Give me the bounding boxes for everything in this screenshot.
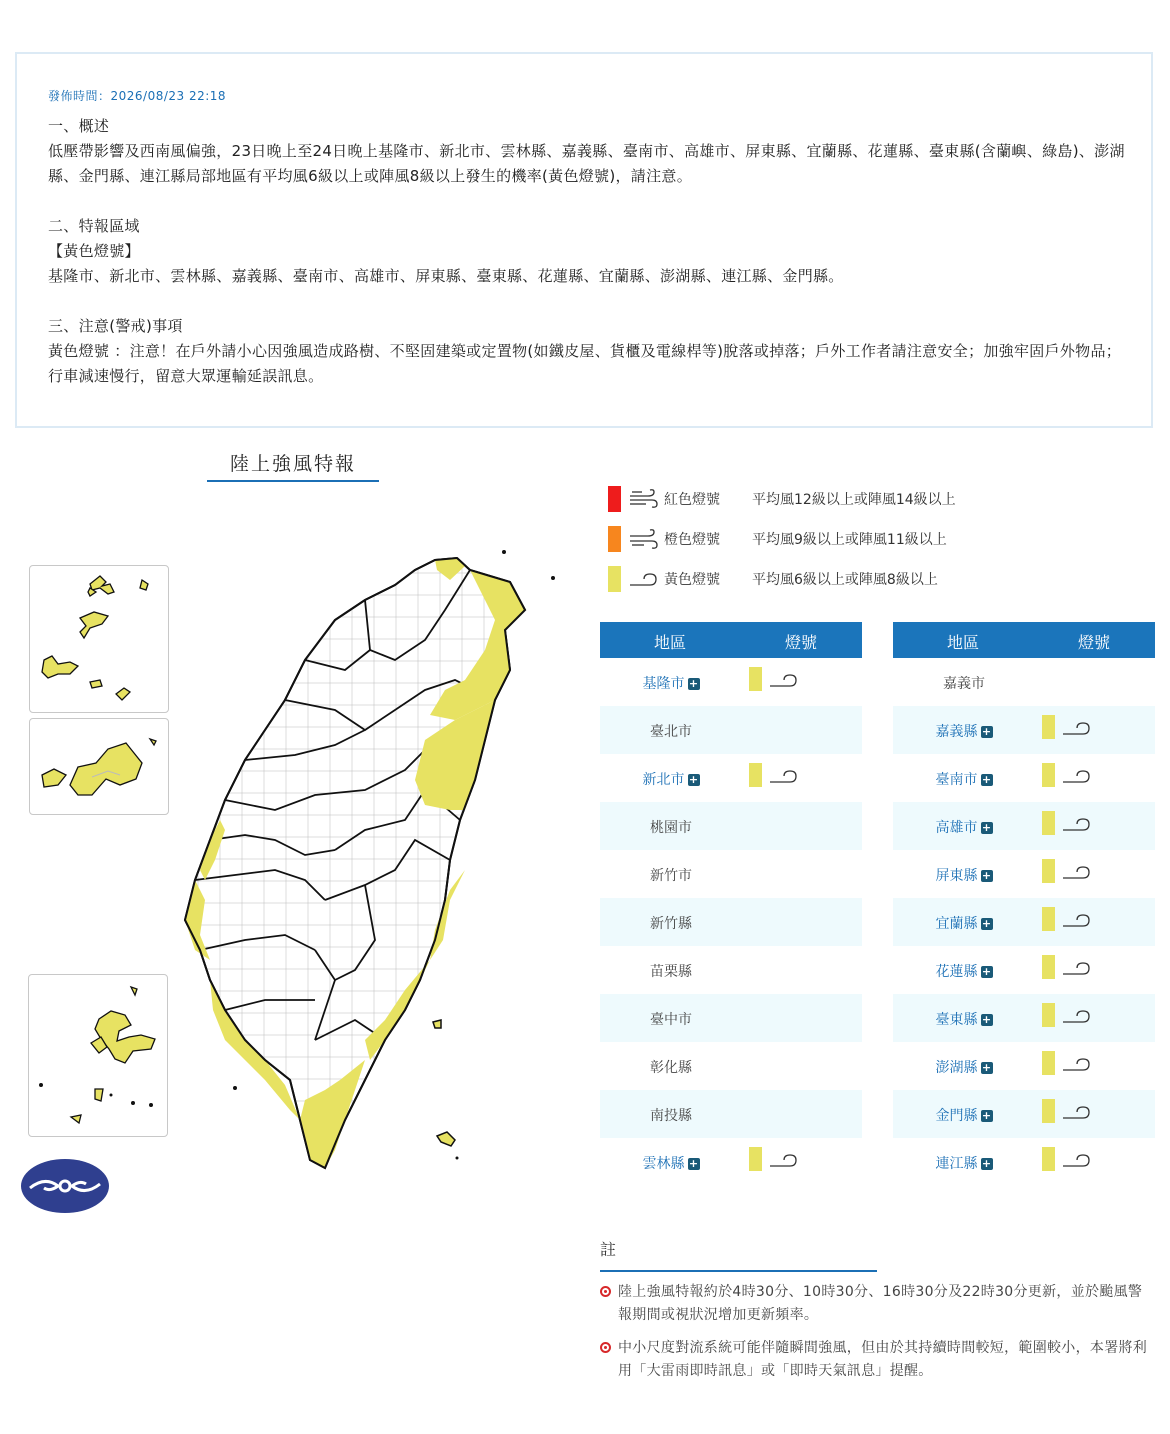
cwa-logo-icon	[20, 1158, 110, 1214]
area-label[interactable]: 屏東縣	[935, 868, 978, 884]
note-text: 陸上強風特報約於4時30分、10時30分、16時30分及22時30分更新，並於颱風警報期間或視狀況增加更新頻率。	[618, 1284, 1143, 1323]
matsu-island	[90, 680, 102, 688]
area-label[interactable]: 宜蘭縣	[935, 916, 978, 932]
legend-yellow-name: 黃色燈號	[664, 572, 720, 588]
area-label[interactable]: 雲林縣	[642, 1156, 685, 1172]
area-name[interactable]	[600, 1153, 742, 1173]
wind-icon	[1061, 958, 1091, 978]
expand-plus-icon[interactable]: +	[981, 869, 992, 882]
area-name[interactable]	[893, 913, 1035, 933]
area-label: 彰化縣	[650, 1060, 692, 1076]
header-area: 地區	[947, 633, 980, 652]
area-label: 新竹縣	[650, 916, 692, 932]
table-row	[893, 658, 1155, 706]
table-row	[600, 1090, 862, 1138]
penghu-island	[95, 1011, 155, 1063]
expand-plus-icon[interactable]: +	[981, 821, 992, 834]
taiwan-map	[15, 540, 585, 1220]
area-name	[600, 721, 742, 741]
note-item	[600, 1337, 1155, 1383]
yellow-signal-bar	[1042, 1003, 1055, 1027]
matsu-island	[42, 656, 78, 678]
header-area: 地區	[654, 633, 687, 652]
kinmen-inset	[29, 718, 169, 815]
expand-plus-icon[interactable]: +	[688, 773, 699, 786]
area-name[interactable]	[600, 673, 742, 693]
notice-body	[48, 114, 1128, 389]
area-label[interactable]: 新北市	[642, 772, 685, 788]
expand-plus-icon[interactable]: +	[688, 677, 699, 690]
table-row	[600, 946, 862, 994]
area-label: 嘉義市	[943, 676, 985, 692]
expand-plus-icon[interactable]: +	[981, 1109, 992, 1122]
table-row	[893, 898, 1155, 946]
legend-red-bar	[608, 486, 621, 512]
area-name[interactable]	[893, 1009, 1035, 1029]
matsu-island	[80, 612, 108, 638]
area-name[interactable]	[893, 1105, 1035, 1125]
map-title: 陸上強風特報	[207, 449, 379, 482]
expand-plus-icon[interactable]: +	[688, 1157, 699, 1170]
kinmen-island	[42, 769, 66, 787]
note-text: 中小尺度對流系統可能伴隨瞬間強風，但由於其持續時間較短，範圍較小，本署將利用「大雷雨即時訊息」或「即時天氣訊息」提醒。	[618, 1340, 1148, 1379]
yellow-signal-bar	[1042, 763, 1055, 787]
lanyu-island	[437, 1132, 455, 1146]
legend-orange-bar	[608, 526, 621, 552]
table-row	[600, 802, 862, 850]
table-row	[893, 994, 1155, 1042]
yellow-signal-bar	[1042, 955, 1055, 979]
legend-red-desc: 平均風12級以上或陣風14級以上	[752, 492, 956, 508]
table-row	[600, 898, 862, 946]
yellow-signal-bar	[749, 1147, 762, 1171]
strong-wind-icon	[628, 489, 658, 509]
yellow-signal-bar	[1042, 715, 1055, 739]
area-label: 苗栗縣	[650, 964, 692, 980]
wind-icon	[768, 670, 798, 690]
table-row	[893, 802, 1155, 850]
table-row	[893, 946, 1155, 994]
area-label[interactable]: 澎湖縣	[935, 1060, 978, 1076]
matsu-inset	[29, 565, 169, 713]
expand-plus-icon[interactable]: +	[981, 917, 992, 930]
area-label: 桃園市	[650, 820, 692, 836]
bullet-icon	[600, 1342, 611, 1353]
yellow-signal-bar	[1042, 1147, 1055, 1171]
wind-icon	[768, 766, 798, 786]
section-overview-title: 一、概述	[48, 117, 110, 135]
area-label: 臺北市	[650, 724, 692, 740]
expand-plus-icon[interactable]: +	[981, 1013, 992, 1026]
wind-icon	[1061, 1102, 1091, 1122]
matsu-island	[116, 688, 130, 700]
issue-time: 發佈時間：2026/08/23 22:18	[48, 89, 227, 103]
area-table-left	[600, 622, 862, 1186]
area-name	[600, 913, 742, 933]
wind-icon	[1061, 766, 1091, 786]
yellow-signal-bar	[1042, 907, 1055, 931]
area-name[interactable]	[893, 817, 1035, 837]
area-label[interactable]: 基隆市	[642, 676, 685, 692]
area-label: 臺中市	[650, 1012, 692, 1028]
area-name[interactable]	[893, 721, 1035, 741]
table-row	[600, 1042, 862, 1090]
yellow-signal-bar	[1042, 1099, 1055, 1123]
area-label[interactable]: 高雄市	[935, 820, 978, 836]
expand-plus-icon[interactable]: +	[981, 725, 992, 738]
table-row	[600, 1138, 862, 1186]
section-area-subtitle: 【黃色燈號】	[48, 242, 140, 260]
expand-plus-icon[interactable]: +	[981, 773, 992, 786]
wind-icon	[1061, 1054, 1091, 1074]
table-row	[893, 850, 1155, 898]
area-name	[600, 1105, 742, 1125]
area-label[interactable]: 臺東縣	[935, 1012, 978, 1028]
area-label[interactable]: 連江縣	[935, 1156, 978, 1172]
legend-orange	[608, 526, 1028, 552]
section-overview-text: 低壓帶影響及西南風偏強，23日晚上至24日晚上基隆市、新北市、雲林縣、嘉義縣、臺南市、高雄市、屏東縣、宜蘭縣、花蓮縣、臺東縣(含蘭嶼、綠島)、澎湖縣、金門縣、連江縣局部地區有平均風6級以上或陣風8級以上發生的機率(黃色燈號)，請注意。	[48, 142, 1125, 185]
table-row	[893, 1042, 1155, 1090]
penghu-inset	[28, 974, 168, 1137]
wind-icon	[1061, 1006, 1091, 1026]
green-island	[433, 1020, 441, 1028]
penghu-island	[71, 1115, 81, 1123]
area-label: 新竹市	[650, 868, 692, 884]
table-row	[893, 1090, 1155, 1138]
section-caution-text: 黃色燈號 ：注意！在戶外請小心因強風造成路樹、不堅固建築或定置物(如鐵皮屋、貨櫃及電線桿等)脫落或掉落；戶外工作者請注意安全；加強牢固戶外物品；行車減速慢行，留意大眾運輸延誤訊息。	[48, 342, 1122, 385]
legend-yellow-desc: 平均風6級以上或陣風8級以上	[752, 572, 938, 588]
notes-title: 註	[600, 1237, 877, 1272]
table-row	[600, 706, 862, 754]
expand-plus-icon[interactable]: +	[981, 965, 992, 978]
table-row	[600, 658, 862, 706]
area-name	[600, 817, 742, 837]
table-row	[600, 850, 862, 898]
wind-icon	[628, 569, 658, 589]
bullet-icon	[600, 1286, 611, 1297]
expand-plus-icon[interactable]: +	[981, 1061, 992, 1074]
section-area-title: 二、特報區域	[48, 217, 140, 235]
moderate-wind-icon	[628, 529, 658, 549]
yellow-signal-bar	[1042, 859, 1055, 883]
table-row	[893, 1138, 1155, 1186]
wind-icon	[1061, 814, 1091, 834]
wind-icon	[1061, 718, 1091, 738]
area-name[interactable]	[893, 961, 1035, 981]
area-name	[600, 1057, 742, 1077]
legend-red-name: 紅色燈號	[664, 492, 720, 508]
yellow-signal-bar	[1042, 811, 1055, 835]
yellow-signal-bar	[1042, 1051, 1055, 1075]
warning-notice	[15, 52, 1153, 428]
legend-orange-desc: 平均風9級以上或陣風11級以上	[752, 532, 947, 548]
area-table-right	[893, 622, 1155, 1186]
yellow-signal-bar	[749, 763, 762, 787]
legend-yellow-bar	[608, 566, 621, 592]
kinmen-island	[150, 739, 156, 745]
area-name	[600, 961, 742, 981]
note-item	[600, 1281, 1155, 1327]
area-label[interactable]: 臺南市	[935, 772, 978, 788]
penghu-island	[131, 987, 137, 995]
area-label[interactable]: 嘉義縣	[935, 724, 978, 740]
area-label[interactable]: 花蓮縣	[935, 964, 978, 980]
table-row	[893, 706, 1155, 754]
area-label: 南投縣	[650, 1108, 692, 1124]
area-name	[600, 1009, 742, 1029]
area-label[interactable]: 金門縣	[935, 1108, 978, 1124]
table-row	[893, 754, 1155, 802]
area-name[interactable]	[600, 769, 742, 789]
table-row	[600, 754, 862, 802]
section-caution-title: 三、注意(警戒)事項	[48, 317, 183, 335]
section-area-text: 基隆市、新北市、雲林縣、嘉義縣、臺南市、高雄市、屏東縣、臺東縣、花蓮縣、宜蘭縣、澎湖縣、連江縣、金門縣。	[48, 267, 844, 285]
taiwan-main-island	[165, 540, 565, 1180]
matsu-island	[140, 580, 148, 590]
area-name	[600, 865, 742, 885]
header-signal: 燈號	[1078, 633, 1111, 652]
kinmen-island	[70, 743, 142, 795]
area-name[interactable]	[893, 865, 1035, 885]
table-header	[893, 622, 1155, 658]
area-name	[893, 673, 1035, 693]
legend-orange-name: 橙色燈號	[664, 532, 720, 548]
wind-icon	[768, 1150, 798, 1170]
table-header	[600, 622, 862, 658]
wind-icon	[1061, 1150, 1091, 1170]
expand-plus-icon[interactable]: +	[981, 1157, 992, 1170]
yellow-signal-bar	[749, 667, 762, 691]
wind-icon	[1061, 862, 1091, 882]
penghu-island	[95, 1089, 103, 1101]
table-row	[600, 994, 862, 1042]
wind-icon	[1061, 910, 1091, 930]
header-signal: 燈號	[785, 633, 818, 652]
legend-red	[608, 486, 1028, 512]
area-name[interactable]	[893, 769, 1035, 789]
legend-yellow	[608, 566, 1028, 592]
area-name[interactable]	[893, 1057, 1035, 1077]
area-name[interactable]	[893, 1153, 1035, 1173]
